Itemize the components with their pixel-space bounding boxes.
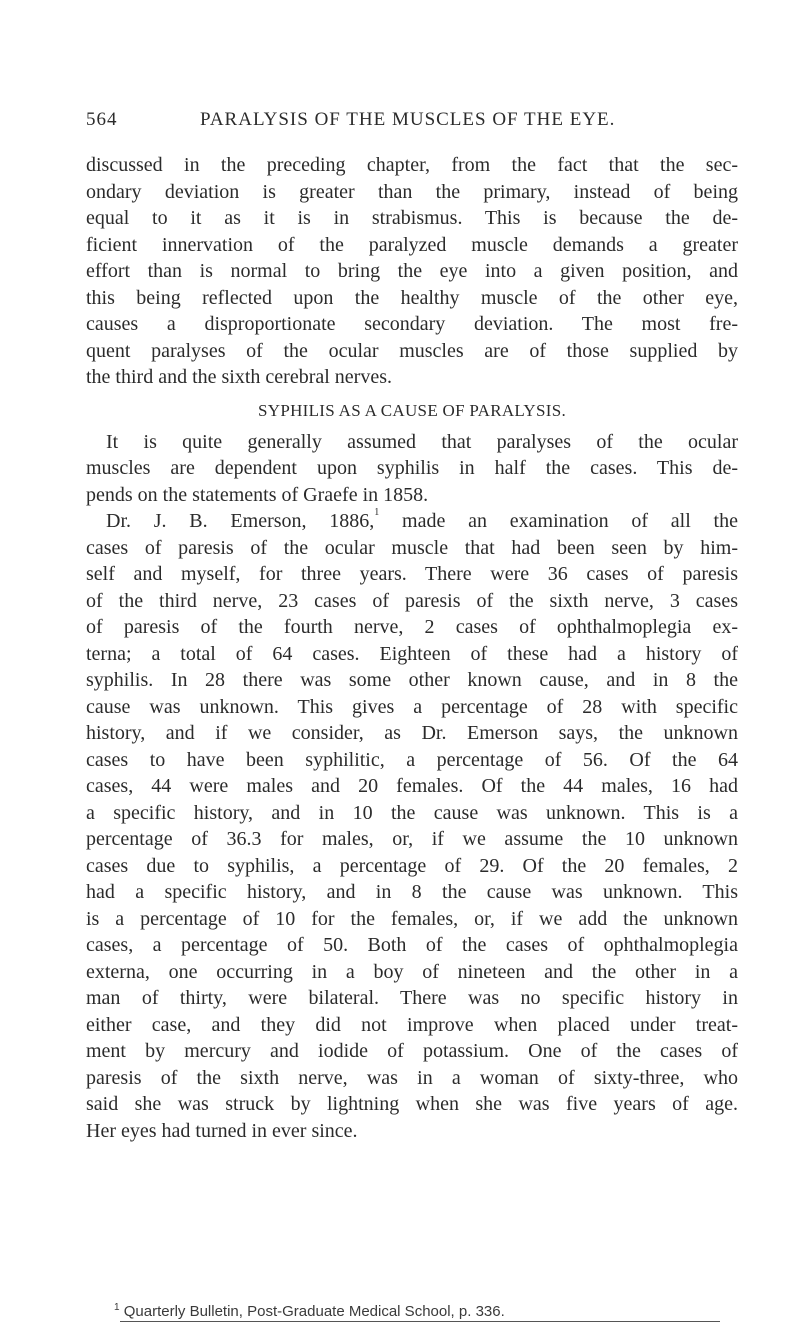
text-line: cases, a percentage of 50. Both of the cases of ophthalmoplegia [86, 934, 738, 956]
footnote-text: Quarterly Bulletin, Post-Graduate Medical School, p. 336. [119, 1303, 505, 1320]
section-heading: SYPHILIS AS A CAUSE OF PARALYSIS. [258, 400, 566, 420]
text-line: cases to have been syphilitic, a percentage of 56. Of the 64 [86, 748, 738, 771]
text-line: a specific history, and in 10 the cause was unknown. This is a [86, 801, 738, 824]
text-line: said she was struck by lightning when she was five years of age. [86, 1093, 738, 1115]
running-head [86, 109, 736, 139]
text-line: either case, and they did not improve when placed under treat- [86, 1013, 738, 1036]
text-line: cases of paresis of the ocular muscle that had been seen by him- [86, 536, 738, 559]
text-segment: made an examination of all the [379, 510, 738, 532]
text-line: cases due to syphilis, a percentage of 29. Of the 20 females, 2 [86, 854, 738, 877]
text-line: of the third nerve, 23 cases of paresis of the sixth nerve, 3 cases [86, 589, 738, 612]
text-line: percentage of 36.3 for males, or, if we assume the 10 unknown [86, 828, 738, 850]
text-line: man of thirty, were bilateral. There was no specific history in [86, 987, 738, 1009]
text-line: is a percentage of 10 for the females, or, if we add the unknown [86, 907, 738, 930]
text-line: syphilis. In 28 there was some other known cause, and in 8 the [86, 669, 738, 691]
text-line: externa, one occurring in a boy of nineteen and the other in a [86, 960, 738, 983]
body-text [86, 152, 738, 1144]
text-line [86, 508, 738, 535]
text-line: discussed in the preceding chapter, from the fact that the sec- [86, 154, 738, 176]
text-line: It is quite generally assumed that paralyses of the ocular [106, 430, 738, 453]
text-line: had a specific history, and in 8 the cause was unknown. This [86, 881, 738, 903]
text-line: ondary deviation is greater than the primary, instead of being [86, 180, 738, 203]
footnote [114, 1303, 734, 1321]
running-title: PARALYSIS OF THE MUSCLES OF THE EYE. [200, 109, 616, 130]
paragraph-deviation [86, 152, 738, 391]
paragraph-emerson [86, 508, 738, 1144]
footnote-rule [120, 1321, 720, 1322]
text-line: causes a disproportionate secondary deviation. The most fre- [86, 313, 738, 335]
text-line: the third and the sixth cerebral nerves. [86, 366, 392, 388]
text-line: this being reflected upon the healthy muscle of the other eye, [86, 286, 738, 309]
text-line: self and myself, for three years. There were 36 cases of paresis [86, 563, 738, 585]
text-line: cause was unknown. This gives a percentage of 28 with specific [86, 695, 738, 718]
footnote-marker: 1 [114, 1302, 120, 1313]
text-line: cases, 44 were males and 20 females. Of the 44 males, 16 had [86, 775, 738, 797]
text-line: effort than is normal to bring the eye into a given position, and [86, 260, 738, 282]
text-line: paresis of the sixth nerve, was in a woman of sixty-three, who [86, 1066, 738, 1089]
text-line: history, and if we consider, as Dr. Emerson says, the unknown [86, 722, 738, 744]
text-line: equal to it as it is in strabismus. This is because the de- [86, 207, 738, 229]
text-line: Her eyes had turned in ever since. [86, 1119, 358, 1142]
text-line: ment by mercury and iodide of potassium. One of the cases of [86, 1040, 738, 1062]
text-line: of paresis of the fourth nerve, 2 cases of ophthalmoplegia ex- [86, 616, 738, 638]
paragraph-graefe [86, 429, 738, 509]
text-line: quent paralyses of the ocular muscles are of those supplied by [86, 339, 738, 362]
page-number: 564 [86, 109, 118, 130]
footnote-reference: 1 [374, 508, 380, 518]
text-line: terna; a total of 64 cases. Eighteen of these had a history of [86, 642, 738, 665]
text-line: ficient innervation of the paralyzed muscle demands a greater [86, 233, 738, 256]
text-line: muscles are dependent upon syphilis in half the cases. This de- [86, 457, 738, 479]
text-segment: Dr. J. B. Emerson, 1886, [106, 510, 375, 532]
text-line: pends on the statements of Graefe in 1858. [86, 483, 429, 506]
